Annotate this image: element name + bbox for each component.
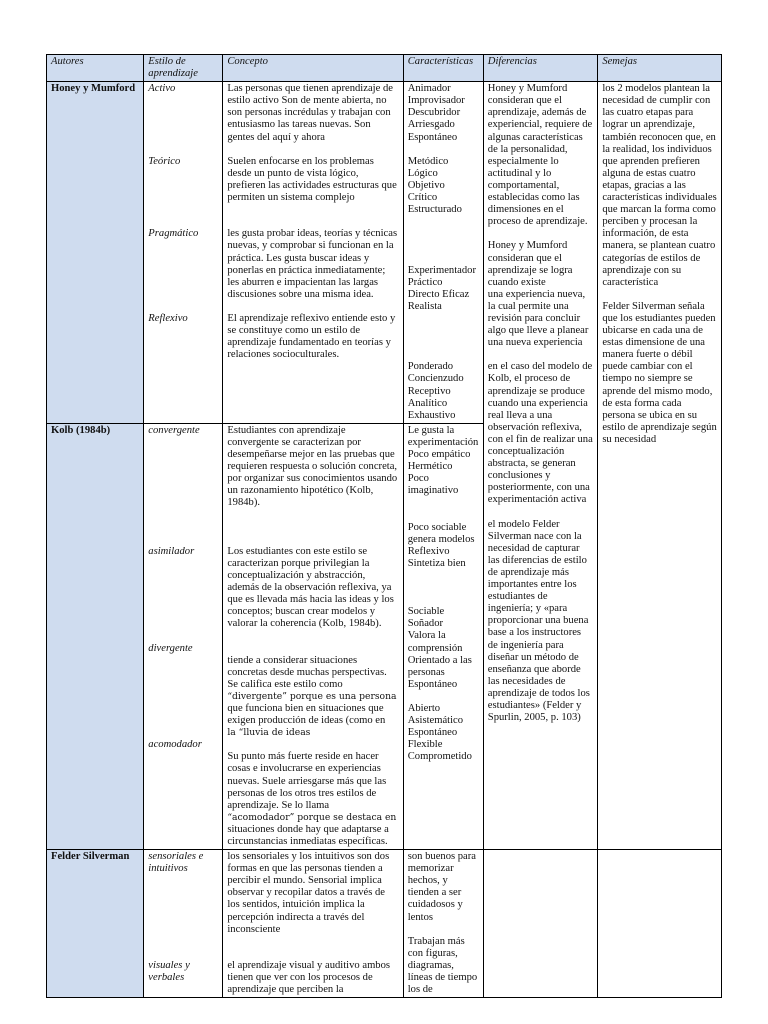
characteristics-text: Animador Improvisador Descubridor Arriesgado Espontáneo Metódico Lógico Objetivo Crítico Estructurado Experimentador Práctico Directo Eficaz Realista Ponderado Concienzudo Receptivo Analítico Exhaustivo xyxy=(407,83,476,421)
differences-text: Honey y Mumford consideran que el aprendizaje, además de experiencial, requiere de algunas características de la personalidad, especialmente lo actitudinal y lo comportamental, establecidas como las dimensiones en el proceso de aprendizaje. Honey y Mumford consideran que el aprendizaje se logra cuando existe una experiencia nueva, la cual permite una revisión para concluir algo que lleve a planear una nueva experiencia en el caso del modelo de Kolb, el proceso de aprendizaje se produce cuando una experiencia real lleva a una observación reflexiva, con el fin de realizar una conceptualización abstracta, se generan conclusiones y posteriormente, con una experimentación activa el modelo Felder Silverman nace con la necesidad de capturar las diferencias de estilo de aprendizaje más importantes entre los estudiantes de ingeniería; y «para proporcionar una buena base a los instructores de ingeniería para diseñar un método de enseñanza que aborde las necesidades de aprendizaje de todos los estudiantes» (Felder y Spurlin, 2005, p. 103) xyxy=(487,83,593,724)
concept-text: que funciona bien en situaciones que exigen producción de ideas (como en xyxy=(227,702,386,727)
concept-text: Estudiantes con aprendizaje convergente se caracterizan por desempeñarse mejor en las pruebas que requieren respuesta o solución concreta, por organizar sus conocimientos usando un razonamiento hipotético (Kolb, 1984b). Los estudiantes con este estilo se caracterizan porque privilegian la conceptualización y abstracción, además de la observación reflexiva, ya que es llevada más hacia las ideas y los conceptos; buscan crear modelos y valorar la coherencia (Kolb, 1984b). tiende a considerar situaciones concretas desde muchas perspectivas. Se califica este estilo como xyxy=(227,424,398,690)
characteristics-cell xyxy=(403,82,483,424)
similarities-text: los 2 modelos plantean la necesidad de cumplir con las cuatro etapas para lograr un aprendizaje, también reconocen que, en la realidad, los individuos que aprenden prefieren alguna de estas cuatro etapas, gracias a las características individuales que marcan la forma como perciben y procesan la información, de esta manera, se plantean cuatro categorías de estilos de aprendizaje con su característica Felder Silverman señala que los estudiantes pueden ubicarse en cada una de estas dimensione de una manera fuerte o débil puede cambiar con el tiempo no siempre se aprende del mismo modo, de esta forma cada persona se ubica en su estilo de aprendizaje según su necesidad xyxy=(602,83,717,445)
differences-cell xyxy=(483,850,598,998)
concept-cell xyxy=(223,850,403,998)
header-semejas: Semejas xyxy=(598,55,722,82)
styles-cell xyxy=(144,423,223,849)
similarities-cell xyxy=(598,82,722,850)
concept-cell xyxy=(223,82,403,424)
concept-text: Su punto más fuerte reside en hacer cosas e involucrarse en experiencias nuevas. Suele arriesgarse más que las personas de los otros tres estilos de aprendizaje. Se lo llama xyxy=(227,751,387,811)
similarities-cell xyxy=(598,850,722,998)
differences-cell xyxy=(483,82,598,850)
table-row-honey-mumford xyxy=(47,82,722,424)
handwritten-note: “divergente” porque es una persona xyxy=(227,690,397,702)
styles-cell xyxy=(144,82,223,424)
concept-text: situaciones donde hay que adaptarse a circunstancias inmediatas específicas. xyxy=(227,823,389,847)
characteristics-cell xyxy=(403,850,483,998)
header-concepto: Concepto xyxy=(223,55,403,82)
author-cell: Felder Silverman xyxy=(47,850,144,998)
concept-text: los sensoriales y los intuitivos son dos formas en que las personas tienden a percibir el mundo. Sensorial implica observar y recopilar datos a través de los sentidos, intuición implica la percepción indirecta a través del inconsciente el aprendizaje visual y auditivo ambos tienen que ver con los procesos de aprendizaje que perciben la xyxy=(227,851,391,996)
characteristics-text: Le gusta la experimentación Poco empático Hermético Poco imaginativo Poco sociable genera modelos Reflexivo Sintetiza bien Sociable Soñador Valora la comprensión Orientado a las personas Espontáneo Abierto Asistemático Espontáneo Flexible Comprometido xyxy=(407,424,479,763)
learning-styles-table xyxy=(46,54,722,998)
table-row-felder-silverman xyxy=(47,850,722,998)
handwritten-note: la “lluvia de ideas xyxy=(227,727,311,739)
concept-cell xyxy=(223,423,403,849)
header-diferencias: Diferencias xyxy=(483,55,598,82)
styles-text: sensoriales e intuitivos visuales y verbales xyxy=(148,851,204,984)
styles-cell xyxy=(144,850,223,998)
header-autores: Autores xyxy=(47,55,144,82)
author-cell: Honey y Mumford xyxy=(47,82,144,424)
characteristics-cell xyxy=(403,423,483,849)
table-header-row xyxy=(47,55,722,82)
styles-text: convergente asimilador divergente acomodador xyxy=(148,424,202,751)
handwritten-note: “acomodador” porque se destaca en xyxy=(227,811,397,823)
author-cell: Kolb (1984b) xyxy=(47,423,144,849)
styles-text: Activo Teórico Pragmático Reflexivo xyxy=(148,83,199,324)
header-caracteristicas: Características xyxy=(403,55,483,82)
characteristics-text: son buenos para memorizar hechos, y tienden a ser cuidadosos y lentos Trabajan más con figuras, diagramas, líneas de tiempo los de xyxy=(407,851,478,996)
header-estilo: Estilo de aprendizaje xyxy=(144,55,223,82)
concept-text: Las personas que tienen aprendizaje de estilo activo Son de mente abierta, no son personas incrédulas y trabajan con entusiasmo las tareas nuevas. Son gentes del aquí y ahora Suelen enfocarse en los problemas desde un punto de vista lógico, prefieren las actividades estructuras que permiten un sistema complejo les gusta probar ideas, teorías y técnicas nuevas, y comprobar si funcionan en la práctica. Les gusta buscar ideas y ponerlas en práctica inmediatamente; les aburren e impacientan las largas discusiones sobre una misma idea. El aprendizaje reflexivo entiende esto y se constituye como un estilo de aprendizaje fundamentado en teorías y relaciones socioculturales. xyxy=(227,83,398,361)
